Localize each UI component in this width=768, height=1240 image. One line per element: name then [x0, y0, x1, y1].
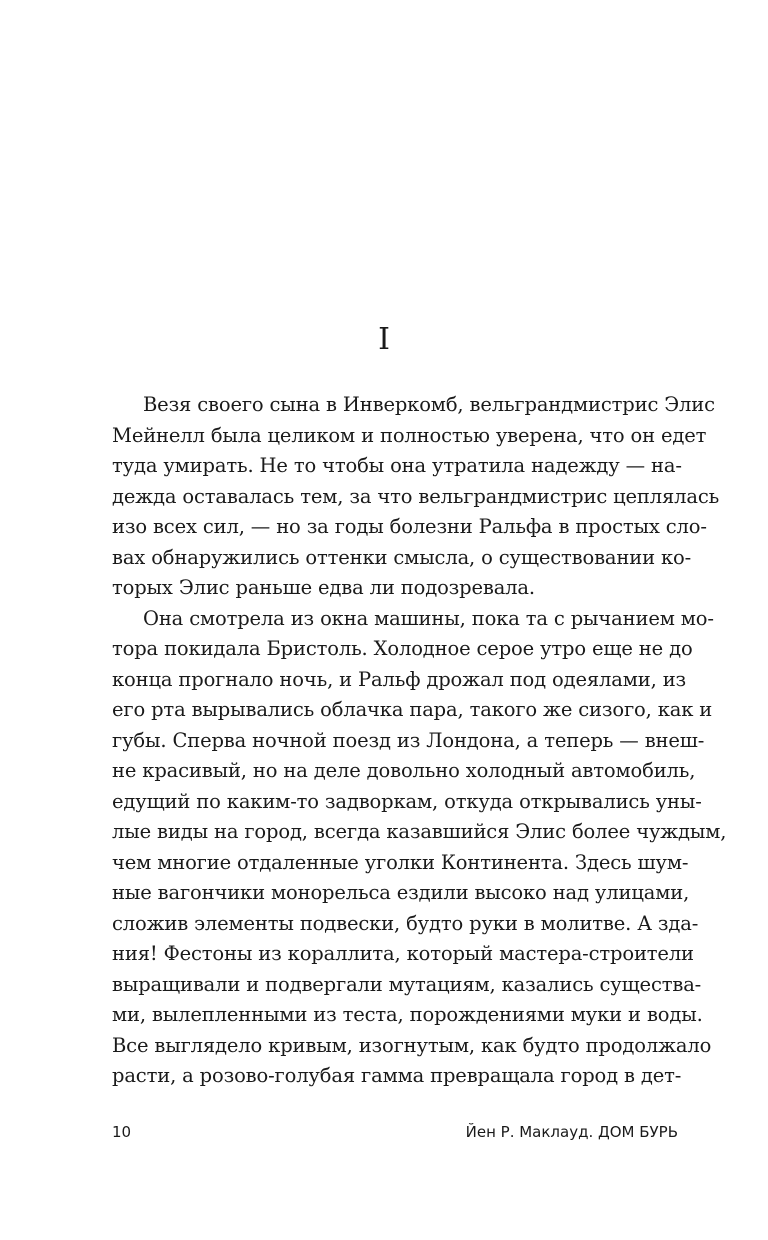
text-line: едущий по каким-то задворкам, откуда открывались уны-: [112, 789, 702, 813]
text-line: дежда оставалась тем, за что вельграндмистрис цеплялась: [112, 484, 720, 508]
text-line: Все выглядело кривым, изогнутым, как будто продолжало: [112, 1033, 712, 1057]
text-line: Везя своего сына в Инверкомб, вельграндмистрис Элис: [143, 393, 715, 416]
text-line: Мейнелл была целиком и полностью уверена, что он едет: [112, 423, 707, 447]
body-text: [112, 390, 727, 1092]
text-line: вах обнаружились оттенки смысла, о существовании ко-: [112, 545, 692, 569]
text-line: ния! Фестоны из кораллита, который мастера-строители: [112, 942, 694, 965]
text-line: губы. Сперва ночной поезд из Лондона, а теперь — внеш-: [112, 728, 705, 752]
text-line: ми, вылепленными из теста, порождениями муки и воды.: [112, 1003, 703, 1026]
text-line: не красивый, но на деле довольно холодный автомобиль,: [112, 759, 696, 782]
chapter-number: I: [378, 322, 390, 357]
page-footer: [112, 1120, 678, 1144]
text-line: конца прогнало ночь, и Ральф дрожал под одеялами, из: [112, 667, 687, 691]
text-line: выращивали и подвергали мутациям, казались существа-: [112, 972, 702, 996]
text-line: лые виды на город, всегда казавшийся Элис более чуждым,: [112, 820, 727, 843]
text-line: его рта вырывались облачка пара, такого же сизого, как и: [112, 698, 713, 721]
text-line: сложив элементы подвески, будто руки в молитве. А зда-: [112, 911, 699, 935]
text-line: тора покидала Бристоль. Холодное серое утро еще не до: [112, 637, 693, 660]
paragraph-1: [112, 390, 720, 604]
page-number: 10: [112, 1123, 132, 1141]
text-line: чем многие отдаленные уголки Континента. Здесь шум-: [112, 850, 689, 874]
running-title: Йен Р. Маклауд. ДОМ БУРЬ: [465, 1123, 678, 1141]
text-line: Она смотрела из окна машины, пока та с рычанием мо-: [143, 606, 714, 630]
paragraph-2: [112, 604, 727, 1092]
text-line: изо всех сил, — но за годы болезни Ральфа в простых сло-: [112, 515, 707, 538]
text-line: ные вагончики монорельса ездили высоко над улицами,: [112, 881, 690, 904]
text-line: расти, а розово-голубая гамма превращала город в дет-: [112, 1064, 682, 1087]
text-line: торых Элис раньше едва ли подозревала.: [112, 576, 535, 599]
text-line: туда умирать. Не то чтобы она утратила надежду — на-: [112, 454, 682, 477]
